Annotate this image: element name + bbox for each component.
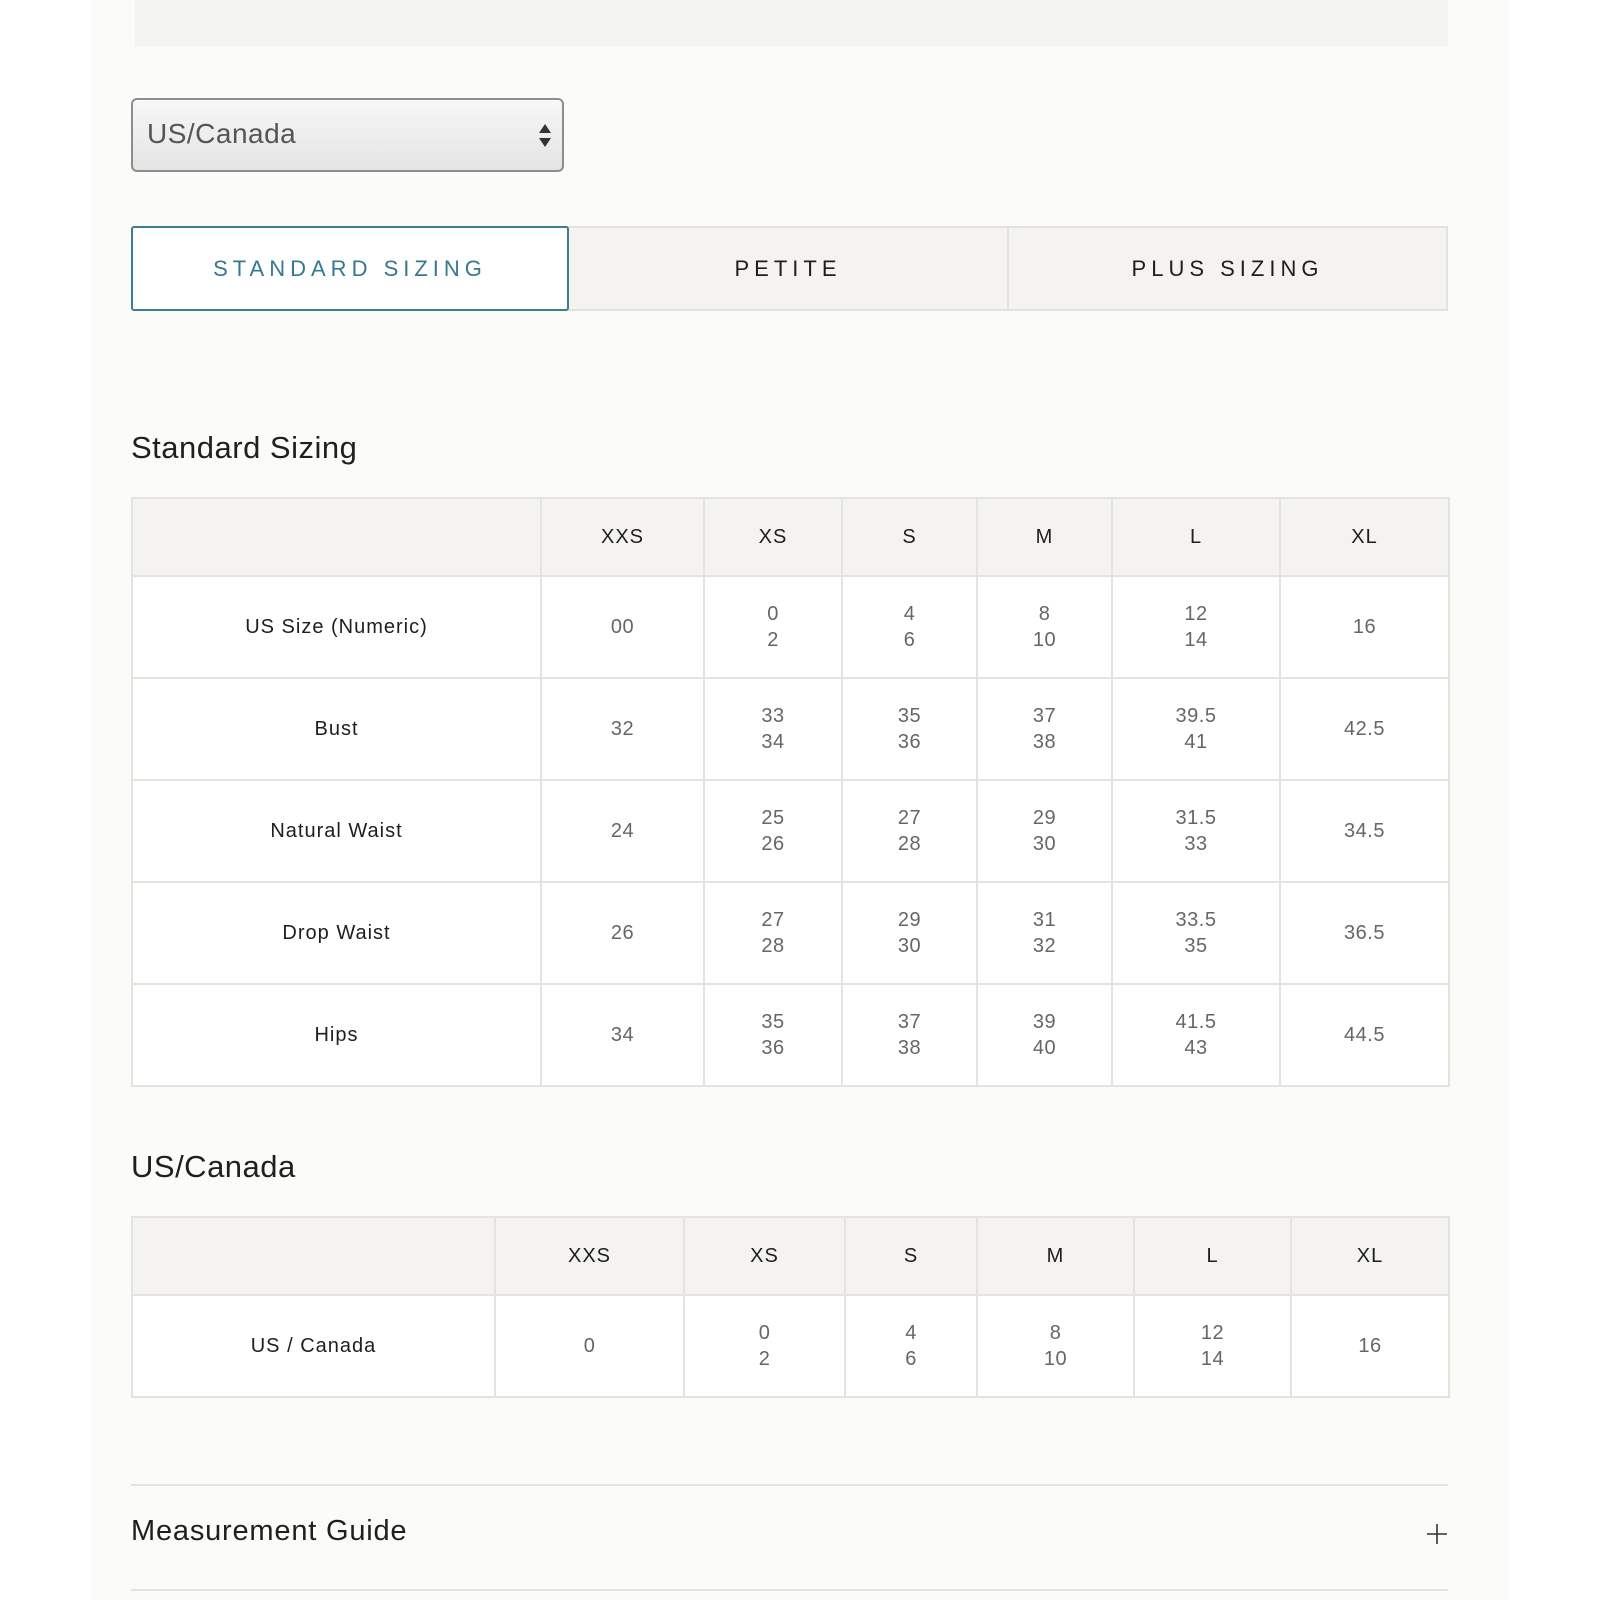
us-canada-title: US/Canada [131, 1149, 296, 1184]
table-row [132, 1295, 1449, 1397]
tab-plus-sizing[interactable]: PLUS SIZING [1007, 226, 1448, 311]
cell-value: 34 [610, 1024, 635, 1046]
header-cell-empty [132, 1217, 495, 1295]
table-row [132, 984, 1449, 1086]
measurement-guide-title: Measurement Guide [131, 1515, 408, 1547]
table-cell [541, 780, 704, 882]
tab-standard-sizing[interactable]: STANDARD SIZING [131, 226, 569, 311]
cell-value: 10 [1032, 629, 1057, 651]
cell-value: 00 [610, 616, 635, 638]
cell-value: 4 [903, 603, 916, 625]
cell-value: 35 [761, 1011, 785, 1033]
table-row [132, 780, 1449, 882]
table-cell [1112, 780, 1280, 882]
header-cell: XXS [495, 1217, 684, 1295]
cell-value: 35 [897, 705, 922, 727]
table-cell [977, 780, 1112, 882]
cell-value: 26 [761, 833, 785, 855]
table-cell [1112, 678, 1280, 780]
table-cell [1112, 576, 1280, 678]
table-cell [495, 1295, 684, 1397]
cell-value: 36 [761, 1037, 785, 1059]
table-cell [541, 882, 704, 984]
table-cell [842, 780, 977, 882]
table-row [132, 678, 1449, 780]
cell-value: 29 [1032, 807, 1057, 829]
table-row [132, 882, 1449, 984]
row-label: US / Canada [132, 1295, 495, 1397]
cell-value: 38 [897, 1037, 922, 1059]
cell-value: 40 [1032, 1037, 1057, 1059]
header-cell: XXS [541, 498, 704, 576]
table-header-row [132, 1217, 1449, 1295]
cell-value: 44.5 [1344, 1024, 1385, 1046]
cell-value: 12 [1200, 1322, 1225, 1344]
cell-value: 39 [1032, 1011, 1057, 1033]
table-cell [842, 882, 977, 984]
cell-value: 14 [1200, 1348, 1225, 1370]
cell-value: 16 [1352, 616, 1377, 638]
row-label: Drop Waist [132, 882, 541, 984]
cell-value: 30 [1032, 833, 1057, 855]
cell-value: 37 [897, 1011, 922, 1033]
cell-value: 14 [1184, 629, 1208, 651]
table-cell [1280, 780, 1449, 882]
header-cell: L [1112, 498, 1280, 576]
table-cell [977, 1295, 1134, 1397]
table-cell [1280, 882, 1449, 984]
cell-value: 41.5 [1175, 1011, 1217, 1033]
cell-value: 37 [1032, 705, 1057, 727]
cell-value: 30 [897, 935, 922, 957]
cell-value: 32 [1032, 935, 1057, 957]
cell-value: 32 [610, 718, 635, 740]
select-arrows-icon [538, 122, 552, 150]
table-cell [845, 1295, 977, 1397]
table-cell [704, 882, 842, 984]
table-cell [704, 678, 842, 780]
header-cell: XL [1280, 498, 1449, 576]
cell-value: 36 [897, 731, 922, 753]
table-cell [1280, 984, 1449, 1086]
top-band [135, 0, 1448, 46]
header-cell-empty [132, 498, 541, 576]
standard-sizing-title: Standard Sizing [131, 430, 358, 465]
table-cell [1291, 1295, 1449, 1397]
row-label: Bust [132, 678, 541, 780]
row-label: Hips [132, 984, 541, 1086]
table-cell [541, 576, 704, 678]
cell-value: 34 [761, 731, 785, 753]
divider [131, 1589, 1448, 1591]
table-cell [977, 576, 1112, 678]
table-cell [684, 1295, 845, 1397]
cell-value: 33.5 [1175, 909, 1217, 931]
us-canada-table [131, 1216, 1450, 1398]
table-cell [1280, 576, 1449, 678]
table-cell [977, 882, 1112, 984]
cell-value: 33 [761, 705, 785, 727]
header-cell: XS [684, 1217, 845, 1295]
table-cell [842, 984, 977, 1086]
cell-value: 8 [1049, 1322, 1062, 1344]
cell-value: 39.5 [1175, 705, 1217, 727]
cell-value: 8 [1038, 603, 1051, 625]
cell-value: 33 [1184, 833, 1208, 855]
table-cell [1112, 984, 1280, 1086]
cell-value: 25 [761, 807, 785, 829]
row-label: Natural Waist [132, 780, 541, 882]
header-cell: S [842, 498, 977, 576]
cell-value: 12 [1184, 603, 1208, 625]
cell-value: 34.5 [1344, 820, 1385, 842]
table-cell [1280, 678, 1449, 780]
row-label: US Size (Numeric) [132, 576, 541, 678]
cell-value: 41 [1184, 731, 1208, 753]
table-cell [1134, 1295, 1291, 1397]
table-cell [977, 984, 1112, 1086]
cell-value: 43 [1184, 1037, 1208, 1059]
cell-value: 35 [1184, 935, 1208, 957]
header-cell: XL [1291, 1217, 1449, 1295]
table-header-row [132, 498, 1449, 576]
cell-value: 2 [767, 629, 779, 651]
cell-value: 2 [758, 1348, 771, 1370]
table-cell [704, 780, 842, 882]
header-cell: XS [704, 498, 842, 576]
cell-value: 24 [610, 820, 635, 842]
header-cell: M [977, 1217, 1134, 1295]
table-cell [977, 678, 1112, 780]
region-select[interactable] [131, 98, 564, 172]
table-cell [842, 678, 977, 780]
table-cell [704, 984, 842, 1086]
cell-value: 36.5 [1344, 922, 1385, 944]
header-cell: L [1134, 1217, 1291, 1295]
cell-value: 29 [897, 909, 922, 931]
cell-value: 31.5 [1175, 807, 1217, 829]
table-cell [541, 678, 704, 780]
cell-value: 27 [761, 909, 785, 931]
cell-value: 31 [1032, 909, 1057, 931]
table-cell [842, 576, 977, 678]
plus-icon [1426, 1523, 1448, 1545]
cell-value: 28 [897, 833, 922, 855]
cell-value: 6 [905, 1348, 917, 1370]
cell-value: 10 [1043, 1348, 1068, 1370]
table-cell [541, 984, 704, 1086]
divider [131, 1484, 1448, 1486]
cell-value: 26 [610, 922, 635, 944]
region-select-value: US/Canada [147, 118, 297, 149]
table-row [132, 576, 1449, 678]
cell-value: 4 [905, 1322, 917, 1344]
cell-value: 38 [1032, 731, 1057, 753]
cell-value: 0 [583, 1335, 596, 1357]
header-cell: S [845, 1217, 977, 1295]
cell-value: 0 [758, 1322, 771, 1344]
cell-value: 42.5 [1344, 718, 1385, 740]
cell-value: 28 [761, 935, 785, 957]
tab-petite[interactable]: PETITE [567, 226, 1009, 311]
standard-sizing-table [131, 497, 1450, 1087]
cell-value: 27 [897, 807, 922, 829]
header-cell: M [977, 498, 1112, 576]
table-cell [704, 576, 842, 678]
cell-value: 0 [767, 603, 779, 625]
table-cell [1112, 882, 1280, 984]
cell-value: 6 [903, 629, 916, 651]
measurement-guide-toggle[interactable] [131, 1515, 1448, 1557]
cell-value: 16 [1358, 1335, 1382, 1357]
